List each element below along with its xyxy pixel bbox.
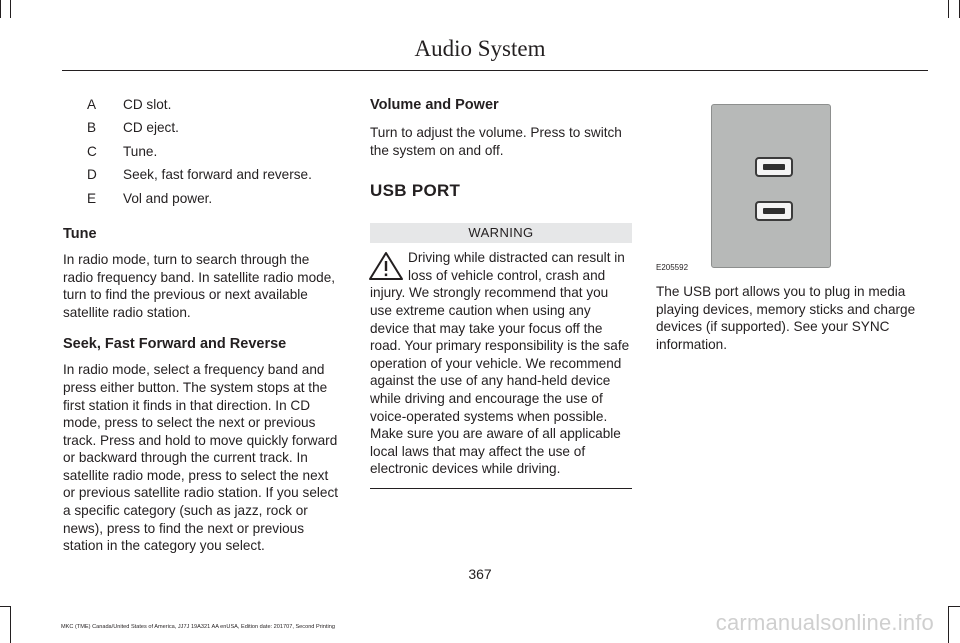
legend-item: [63, 119, 339, 142]
volume-heading: Volume and Power: [370, 97, 499, 113]
warning-rule: [370, 488, 632, 489]
left-column: [63, 96, 339, 555]
crop-mark: [948, 606, 960, 607]
legend-letter: D: [87, 167, 97, 183]
seek-heading: Seek, Fast Forward and Reverse: [63, 336, 287, 353]
legend-letter: C: [87, 143, 97, 159]
usb-port-icon: [755, 157, 793, 177]
crop-mark: [10, 606, 11, 643]
legend-text: Tune.: [123, 143, 158, 159]
legend-item: [63, 166, 339, 189]
tune-body: In radio mode, turn to search through the radio frequency band. In satellite radio mode, turn to find the previous or next available satellite radio station.: [63, 251, 336, 320]
middle-column: [370, 96, 632, 489]
edition-info: MKC (TME) Canada/United States of America, JJ7J 19A321 AA enUSA, Edition date: 201707, Second Printing: [61, 624, 335, 630]
legend-letter: B: [87, 120, 97, 136]
page-number: 367: [468, 566, 492, 582]
warning-text: Driving while distracted can result in loss of vehicle control, crash and injury. We strongly recommend that you use extreme caution when using any device that may take your focus off the road. Your primary responsibility is the safe operation of your vehicle. We recommend against the use of any hand-held device while driving and encourage the use of voice-operated systems when possible. Make sure you are aware of all applicable local laws that may affect the use of electronic devices while driving.: [370, 250, 630, 477]
usb-port-figure: [653, 102, 833, 272]
usb-panel: [711, 104, 831, 268]
warning-box: [370, 249, 632, 489]
header-rule: [62, 70, 928, 71]
warning-label: WARNING: [370, 223, 632, 243]
crop-mark: [948, 606, 949, 643]
usb-port-icon: [755, 201, 793, 221]
legend-item: [63, 143, 339, 166]
right-column: [656, 283, 928, 353]
crop-mark: [0, 0, 1, 18]
watermark: carmanualsonline.info: [715, 610, 934, 635]
tune-heading: Tune: [63, 225, 97, 242]
legend-item: [63, 190, 339, 213]
legend-text: CD slot.: [123, 97, 172, 112]
usb-body: The USB port allows you to plug in media playing devices, memory sticks and charge devices (if supported). See your SYNC information.: [656, 284, 916, 352]
legend-text: Seek, fast forward and reverse.: [123, 167, 312, 183]
page-title: Audio System: [414, 36, 546, 61]
legend-letter: A: [87, 97, 97, 112]
crop-mark: [10, 0, 11, 18]
usb-heading: USB PORT: [370, 181, 461, 201]
figure-code: E205592: [656, 263, 689, 272]
volume-body: Turn to adjust the volume. Press to switch the system on and off.: [370, 125, 622, 158]
legend-letter: E: [87, 190, 97, 206]
seek-body: In radio mode, select a frequency band and press either button. The system stops at the first station it finds in that direction. In CD mode, press to select the next or previous track. Press and hold to move quickly forward or backward through the current track. In satellite radio mode, press to select the next or previous satellite radio station. If you select a specific category (such as jazz, rock or news), press to find the next or previous station in the category you select.: [63, 362, 339, 554]
legend-text: Vol and power.: [123, 190, 213, 206]
legend-item: [63, 96, 339, 119]
warning-triangle-icon: [368, 251, 406, 281]
legend-text: CD eject.: [123, 120, 179, 136]
crop-mark: [948, 0, 949, 18]
